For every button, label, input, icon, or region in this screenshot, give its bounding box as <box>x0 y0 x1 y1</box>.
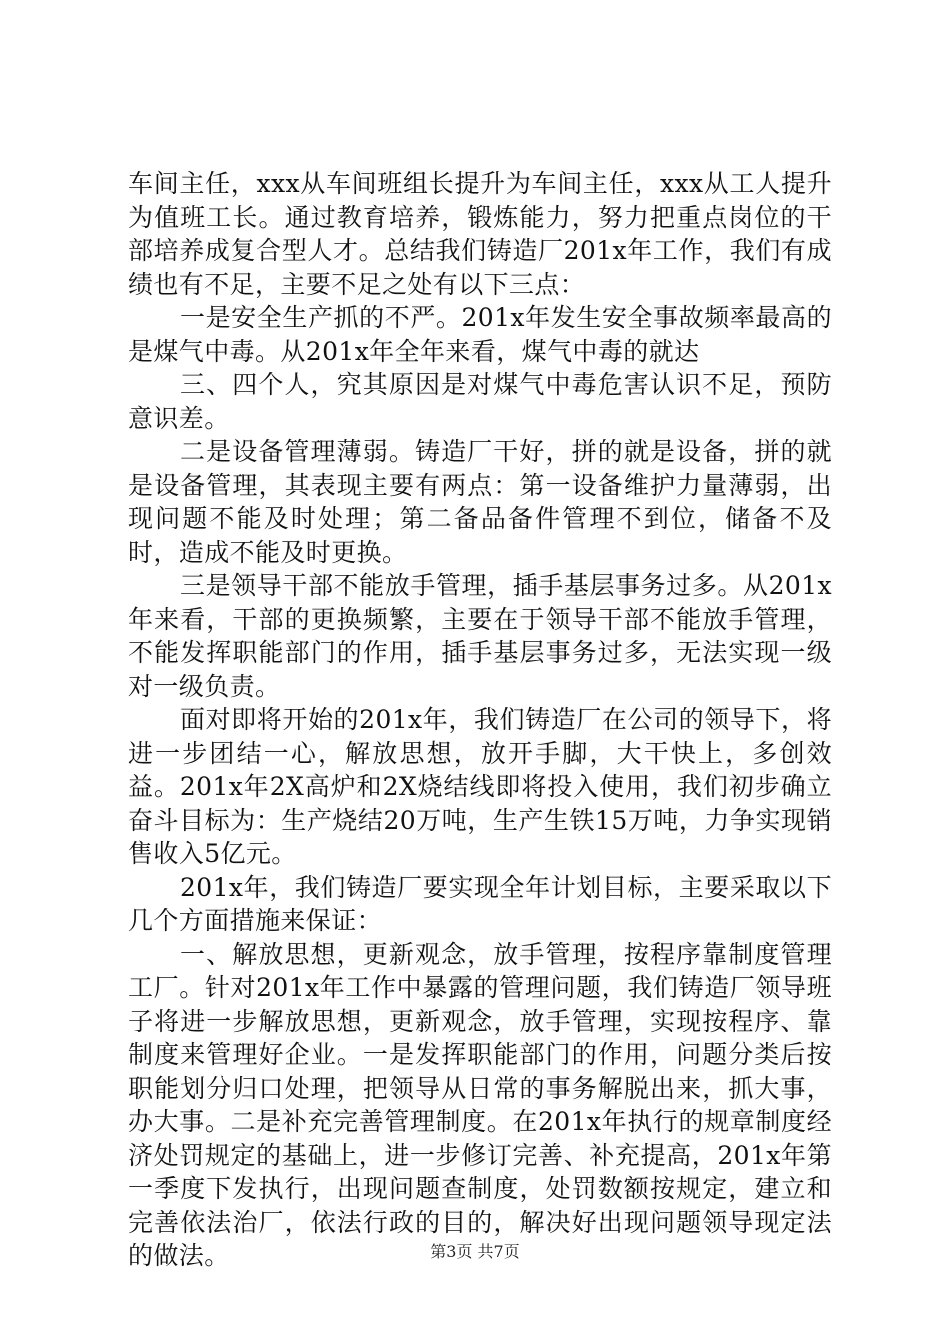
paragraph: 一、解放思想，更新观念，放手管理，按程序靠制度管理工厂。针对201x年工作中暴露的管理问题，我们铸造厂领导班子将进一步解放思想，更新观念，放手管理，实现按程序、靠制度来管理好企业。一是发挥职能部门的作用，问题分类后按职能划分归口处理，把领导从日常的事务解脱出来，抓大事，办大事。二是补充完善管理制度。在201x年执行的规章制度经济处罚规定的基础上，进一步修订完善、补充提高，201x年第一季度下发执行，出现问题查制度，处罚数额按规定，建立和完善依法治厂，依法行政的目的，解决好出现问题领导现定法的做法。 <box>128 939 832 1270</box>
paragraph: 一是安全生产抓的不严。201x年发生安全事故频率最高的是煤气中毒。从201x年全年来看，煤气中毒的就达 <box>128 303 832 366</box>
paragraph: 二是设备管理薄弱。铸造厂干好，拼的就是设备，拼的就是设备管理，其表现主要有两点：第一设备维护力量薄弱，出现问题不能及时处理；第二备品备件管理不到位，储备不及时，造成不能及时更换。 <box>128 437 832 567</box>
document-body <box>128 167 832 1273</box>
paragraph: 三、四个人，究其原因是对煤气中毒危害认识不足，预防意识差。 <box>128 370 832 433</box>
page-number-footer: 第3页 共7页 <box>430 1242 520 1261</box>
paragraph: 201x年，我们铸造厂要实现全年计划目标，主要采取以下几个方面措施来保证： <box>128 872 832 935</box>
paragraph: 面对即将开始的201x年，我们铸造厂在公司的领导下，将进一步团结一心，解放思想，放开手脚，大干快上，多创效益。201x年2X高炉和2X烧结线即将投入使用，我们初步确立奋斗目标为：生产烧结20万吨，生产生铁15万吨，力争实现销售收入5亿元。 <box>128 705 832 868</box>
paragraph: 车间主任，xxx从车间班组长提升为车间主任，xxx从工人提升为值班工长。通过教育培养，锻炼能力，努力把重点岗位的干部培养成复合型人才。总结我们铸造厂201x年工作，我们有成绩也有不足，主要不足之处有以下三点： <box>128 169 832 299</box>
paragraph: 三是领导干部不能放手管理，插手基层事务过多。从201x年来看，干部的更换频繁，主要在于领导干部不能放手管理，不能发挥职能部门的作用，插手基层事务过多，无法实现一级对一级负责。 <box>128 571 832 701</box>
